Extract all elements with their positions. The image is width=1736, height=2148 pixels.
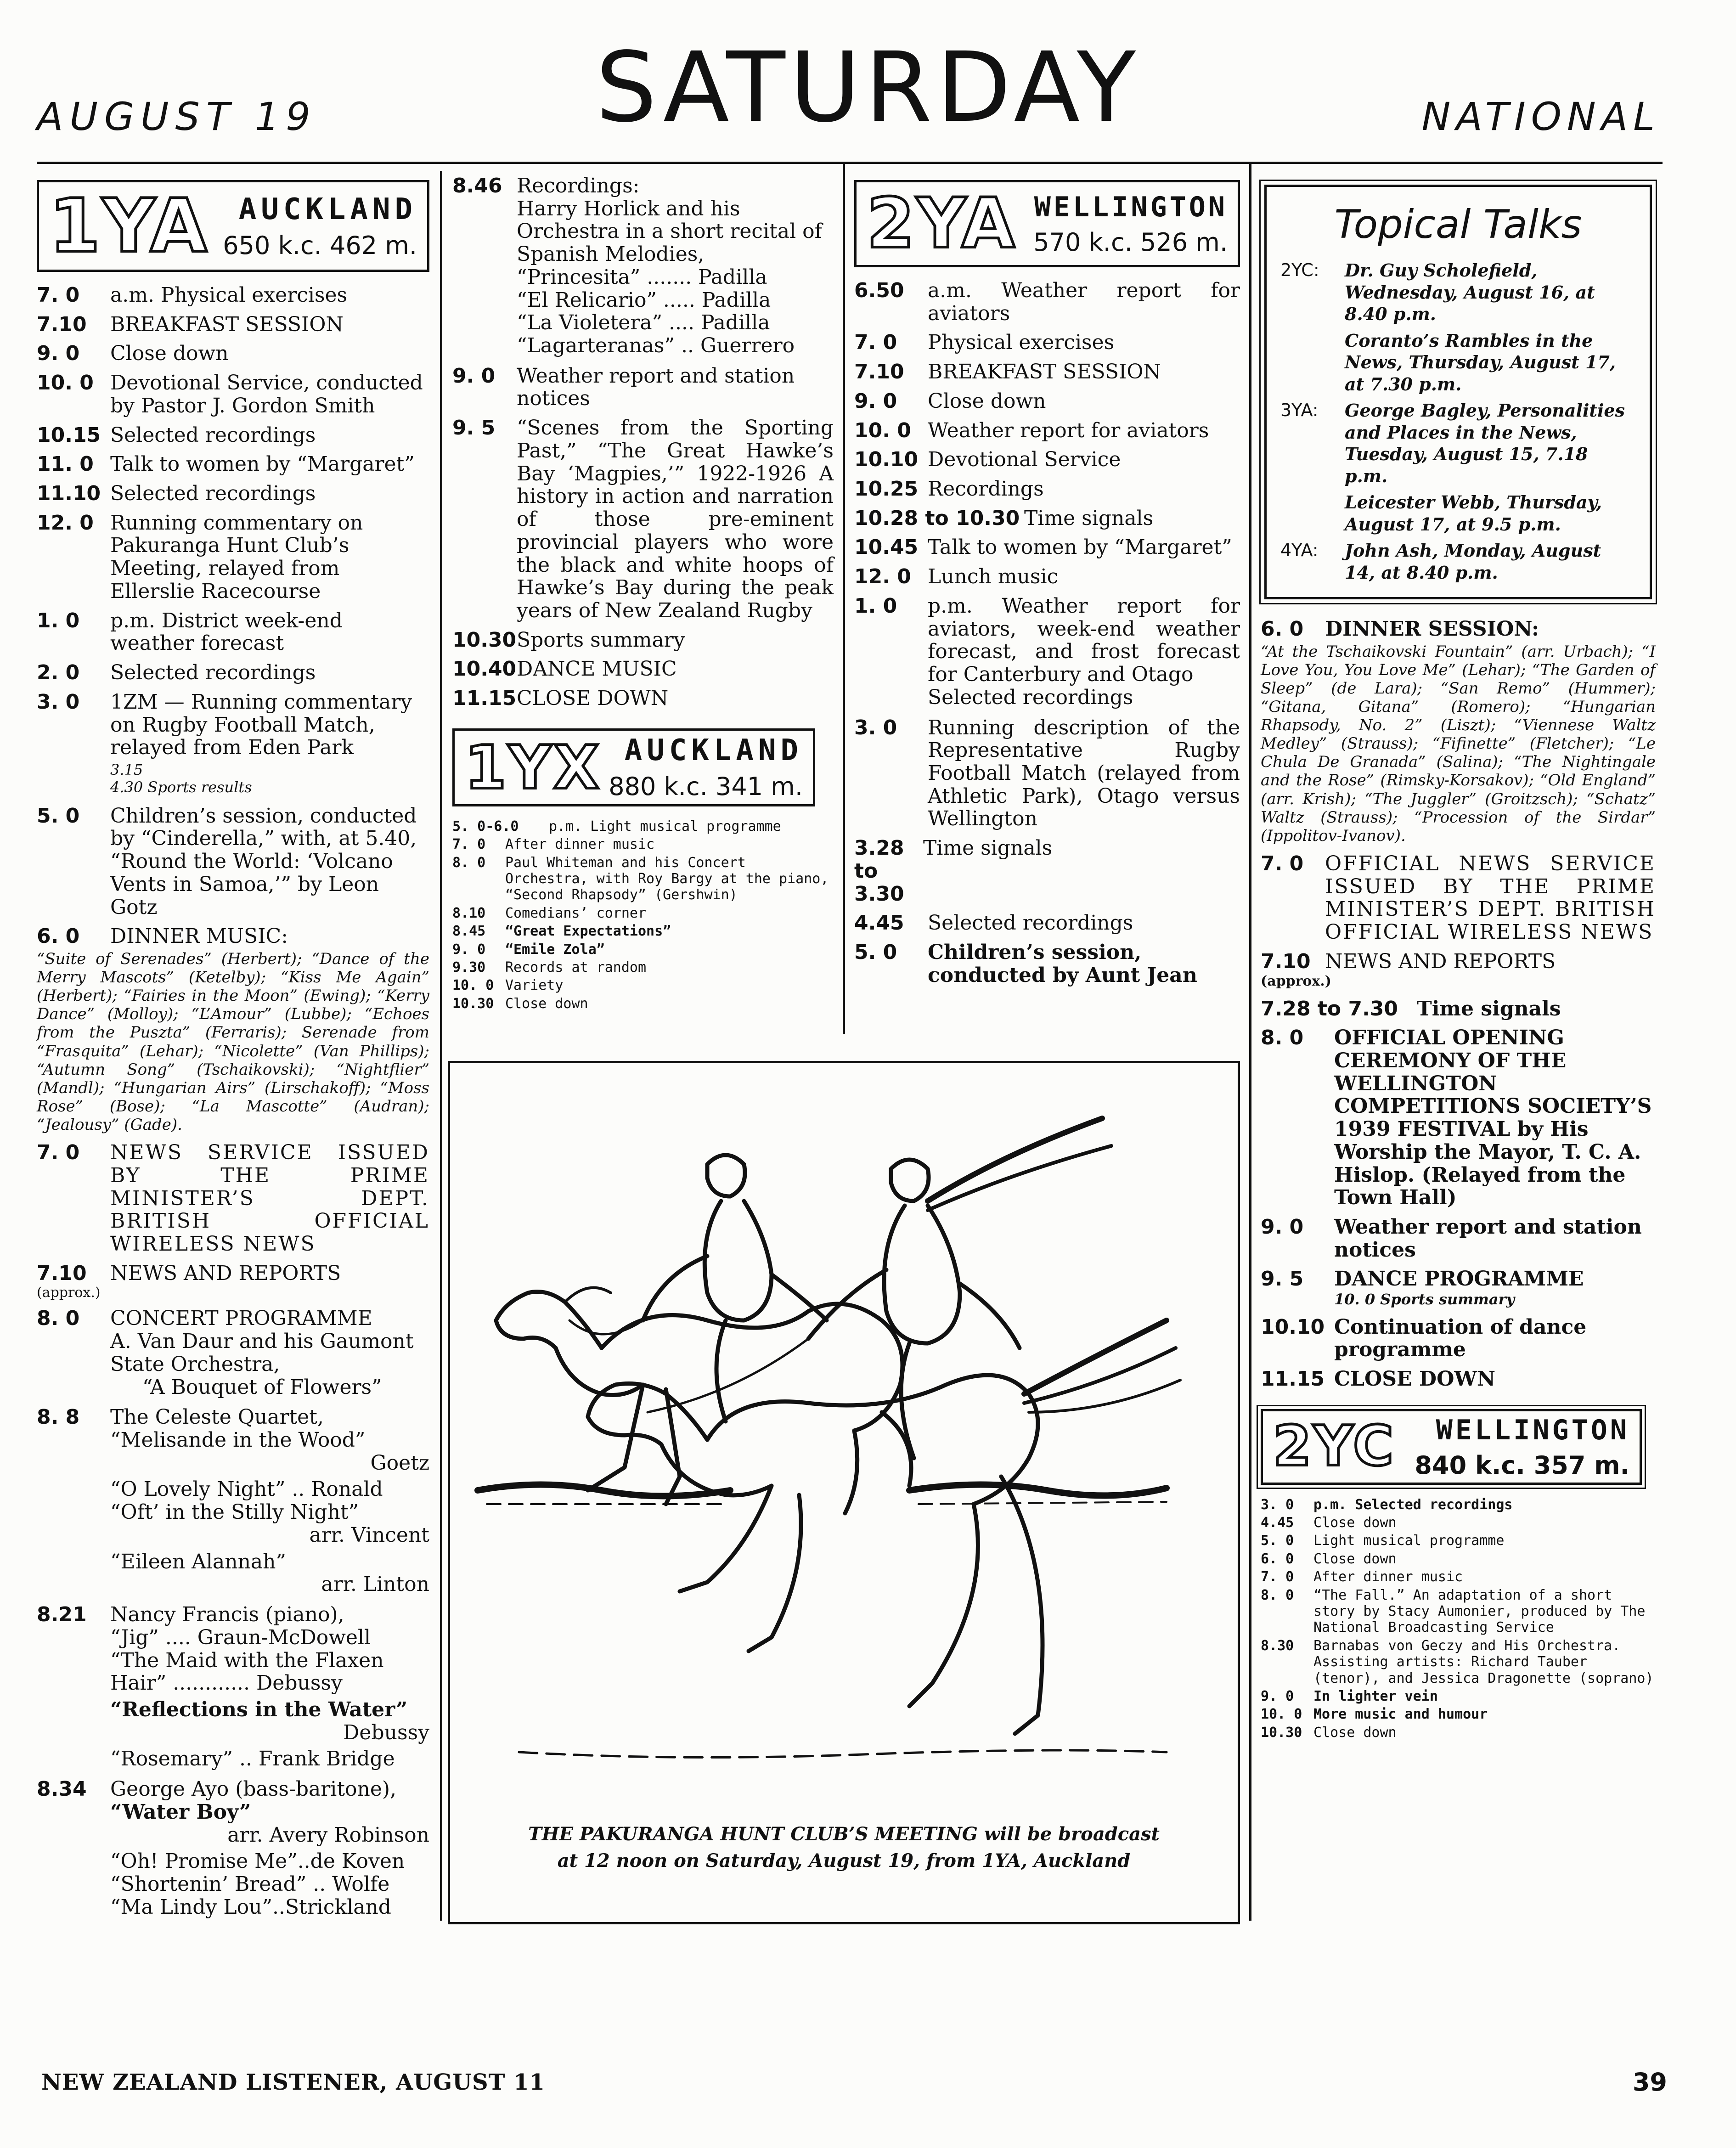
composer: Goetz — [370, 1451, 429, 1475]
schedule-item: 4.45 Close down — [1261, 1515, 1397, 1531]
programme-item: 7.10 BREAKFAST SESSION — [37, 312, 344, 336]
programme-item: 10.10 Continuation of dance programme — [1261, 1315, 1587, 1362]
column-2ya — [854, 180, 1240, 993]
song-title: “Water Boy” — [110, 1800, 251, 1824]
composer: arr. Linton — [321, 1573, 429, 1596]
programme-item: 9. 0 Close down — [854, 389, 1046, 413]
song-title: “La Violetera” .... Padilla — [517, 311, 770, 335]
programme-item: 8.46 Recordings: — [452, 174, 640, 197]
programme-item: 5. 0 Children’s session, conducted by Aunt Jean — [854, 940, 1197, 987]
programme-item: 7.10 NEWS AND REPORTS — [37, 1261, 341, 1285]
illustration-frame — [448, 1061, 1240, 1924]
programme-item: 10. 0 Devotional Service, conducted by Pastor J. Gordon Smith — [37, 371, 423, 417]
programme-item: 11.10 Selected recordings — [37, 482, 316, 506]
topical-talk: Coranto’s Rambles in the News, Thursday, August 17, at 7.30 p.m. — [1345, 330, 1616, 395]
programme-item: 8.34 George Ayo (bass-baritone), — [37, 1777, 397, 1801]
dinner-music-list: “Suite of Serenades” (Herbert); “Dance of the Merry Mascots” (Ketelby); “Kiss Me Again” (Herbert); “Fairies in the Moon” (Ewing); “Kerry Dance” (Molloy); “L’Amour” (Lubbe); “Echoes from the Puszta” (Ferraris); Serenade from “Frasquita” (Lehar); “Nicolette” (Van Phillips); “Autumn Song” (Tschaikovski); “Nightflier” (Mandl); “Hungarian Airs” (Lirschakoff); “Moss Rose” (Bose); “La Mascotte” (Audran); “Jealousy” (Gade). — [37, 950, 429, 1134]
schedule-item: 8.45 “Great Expectations” — [452, 923, 671, 940]
page-date: AUGUST 19 — [37, 94, 317, 139]
header-rule — [37, 162, 1663, 164]
station-call: 1YX — [465, 732, 601, 802]
schedule-item: 7. 0 After dinner music — [1261, 1569, 1463, 1585]
song-title: “Rosemary” .. Frank Bridge — [110, 1747, 395, 1771]
programme-item: 12. 0 Running commentary on Pakuranga Hunt Club’s Meeting, relayed from Ellerslie Racecourse — [37, 511, 363, 603]
illustration-caption — [450, 1821, 1238, 1874]
song-title: “Lagarteranas” .. Guerrero — [517, 334, 795, 358]
programme-item: 7.28 to 7.30 Time signals — [1261, 997, 1561, 1020]
schedule-item: 8. 0 Paul Whiteman and his Concert Orchestra, with Roy Bargy at the piano, “Second Rhapsody” (Gershwin) — [452, 854, 829, 903]
song-title: “Shortenin’ Bread” .. Wolfe — [110, 1872, 390, 1896]
schedule-item: 5. 0 Light musical programme — [1261, 1533, 1505, 1549]
programme-item: 9. 5 “Scenes from the Sporting Past,” “The Great Hawke’s Bay ‘Magpies,’” 1922-1926 A history in action and narration of those pre-eminent provincial players who wore the black and white hoops of Hawke’s Bay during the peak years of New Zealand Rugby — [452, 416, 834, 622]
song-title: “Reflections in the Water” — [110, 1697, 408, 1721]
topical-talks-title: Topical Talks — [1334, 202, 1582, 248]
caption-line: at 12 noon on Saturday, August 19, from 1YA, Auckland — [557, 1850, 1131, 1872]
programme-item: 3.28 to 3.30 Time signals — [854, 836, 1053, 906]
schedule-item: 8.30 Barnabas von Geczy and His Orchestra. Assisting artists: Richard Tauber (tenor), and Jessica Dragonette (soprano) — [1261, 1637, 1654, 1686]
approx-note: (approx.) — [1261, 973, 1331, 989]
programme-item: 9. 0 Weather report and station notices — [452, 364, 795, 411]
sports-summary: 10. 0 Sports summary — [1334, 1291, 1515, 1308]
column-divider — [843, 162, 845, 1034]
topical-talks-box — [1264, 185, 1652, 599]
schedule-item: 10. 0 More music and humour — [1261, 1706, 1488, 1723]
programme-item: 2. 0 Selected recordings — [37, 661, 316, 685]
programme-item: 1. 0 p.m. District week-end weather forecast — [37, 609, 343, 655]
sports-results: 4.30 Sports results — [110, 778, 252, 796]
programme-item: 6.50 a.m. Weather report for aviators — [854, 279, 1240, 325]
page-title: SATURDAY — [595, 31, 1141, 144]
programme-item: 11. 0 Talk to women by “Margaret” — [37, 452, 415, 476]
composer: arr. Avery Robinson — [227, 1823, 429, 1847]
caption-line: THE PAKURANGA HUNT CLUB’S MEETING will be broadcast — [528, 1823, 1160, 1845]
programme-item: 5. 0 Children’s session, conducted by “Cinderella,” with, at 5.40, “Round the World: ‘Volcano Vents in Samoa,’” by Leon Gotz — [37, 804, 417, 919]
programme-item: 7. 0 a.m. Physical exercises — [37, 283, 348, 307]
song-title: “Jig” .... Graun-McDowell — [110, 1625, 371, 1649]
song-title: “Oh! Promise Me”..de Koven — [110, 1849, 405, 1873]
station-logo-2yc — [1261, 1409, 1642, 1485]
station-city: WELLINGTON — [1436, 1414, 1629, 1446]
song-title: “Oft’ in the Stilly Night” — [110, 1500, 359, 1524]
song-title: “Eileen Alannah” — [110, 1550, 286, 1573]
topical-talk: 4YA: John Ash, Monday, August 14, at 8.40 p.m. — [1280, 540, 1601, 583]
programme-item: 3. 0 1ZM — Running commentary on Rugby Football Match, relayed from Eden Park — [37, 690, 412, 760]
song-title: “Ma Lindy Lou”..Strickland — [110, 1895, 391, 1919]
station-frequency: 570 k.c. 526 m. — [1033, 227, 1228, 257]
programme-item: 10.45 Talk to women by “Margaret” — [854, 536, 1232, 559]
schedule-item: 10.30 Close down — [452, 995, 588, 1012]
programme-item: 6. 0 DINNER SESSION: — [1261, 617, 1539, 641]
programme-item: 6. 0 DINNER MUSIC: — [37, 925, 288, 948]
song-title: “The Maid with the Flaxen Hair” ............ Debussy — [110, 1648, 384, 1695]
schedule-item: 8. 0 “The Fall.” An adaptation of a short story by Stacy Aumonier, produced by The National Broadcasting Service — [1261, 1587, 1646, 1636]
station-call: 2YC — [1273, 1415, 1396, 1479]
programme-item: 10.25 Recordings — [854, 477, 1044, 501]
programme-item: 7.10 NEWS AND REPORTS — [1261, 949, 1556, 973]
station-logo-1ya — [37, 180, 429, 272]
programme-item: 8. 0 CONCERT PROGRAMME — [37, 1307, 372, 1331]
programme-item: 8. 8 The Celeste Quartet, — [37, 1405, 324, 1429]
programme-item: 10. 0 Weather report for aviators — [854, 418, 1209, 442]
schedule-item: 7. 0 After dinner music — [452, 836, 655, 853]
programme-item: 11.15 CLOSE DOWN — [452, 687, 669, 710]
programme-item: 10.40 DANCE MUSIC — [452, 657, 677, 681]
programme-item: 7.10 BREAKFAST SESSION — [854, 360, 1161, 384]
song-title: “Melisande in the Wood” — [110, 1428, 366, 1452]
programme-item: 3. 0 Running description of the Representative Rugby Football Match (relayed from Athletic Park), Otago versus Wellington — [854, 716, 1240, 831]
station-city: AUCKLAND — [624, 733, 803, 768]
column-divider — [440, 171, 442, 1921]
station-call: 2YA — [867, 184, 1017, 264]
composer: Debussy — [343, 1720, 429, 1744]
schedule-item: 10. 0 Variety — [452, 977, 564, 994]
page-number: 39 — [1632, 2068, 1667, 2097]
schedule-item: 3. 0 p.m. Selected recordings — [1261, 1496, 1513, 1513]
schedule-item: 9. 0 In lighter vein — [1261, 1688, 1438, 1704]
song-title: “Princesita” ....... Padilla — [517, 265, 767, 289]
programme-item: 4.45 Selected recordings — [854, 911, 1133, 935]
programme-item: 7. 0 NEWS SERVICE ISSUED BY THE PRIME MINISTER’S DEPT. BRITISH OFFICIAL WIRELESS NEWS — [37, 1141, 429, 1256]
approx-note: (approx.) — [37, 1285, 101, 1301]
programme-item: 9. 0 Weather report and station notices — [1261, 1215, 1642, 1262]
programme-item: 1. 0 p.m. Weather report for aviators, week-end weather forecast, and frost forecast for Canterbury and Otago — [854, 594, 1240, 687]
schedule-item: 5. 0-6.0 p.m. Light musical programme — [452, 818, 781, 834]
station-logo-2ya — [854, 180, 1240, 267]
programme-item: 8. 0 OFFICIAL OPENING CEREMONY OF THE WELLINGTON COMPETITIONS SOCIETY’S 1939 FESTIVAL by His Worship the Mayor, T. C. A. Hislop. (Relayed from the Town Hall) — [1261, 1026, 1652, 1210]
station-type: NATIONAL — [1421, 94, 1660, 139]
dinner-session-list: “At the Tschaikovski Fountain” (arr. Urbach); “I Love You, You Love Me” (Lehar); “The Garden of Sleep” (de Lara); “San Remo” (Hummer); “Gitana, Gitana” (Romero); “Hungarian Rhapsody, No. 2” (Liszt); “Viennese Waltz Medley” (Strauss); “Fifinette” (Fletcher); “Le Chula De Granada” (Salina); “The Nightingale and the Rose” (Rimsky-Korsakov); “Old England” (arr. Krish); “The Juggler” (Groitzsch); “Schatz” Waltz (Strauss); “Procession of the Sirdar” (Ippolitov-Ivanov). — [1261, 642, 1656, 845]
song-title: “El Relicario” ..... Padilla — [517, 288, 771, 312]
schedule-item: 6. 0 Close down — [1261, 1550, 1397, 1567]
station-city: WELLINGTON — [1034, 191, 1228, 223]
station-frequency: 880 k.c. 341 m. — [609, 772, 803, 801]
column-1yа — [37, 180, 429, 1918]
station-logo-1yx — [452, 728, 815, 806]
programme-item: 10.28 to 10.30 Time signals — [854, 506, 1154, 530]
concert-line: A. Van Daur and his Gaumont State Orchestra, — [110, 1330, 414, 1376]
topical-talk: Leicester Webb, Thursday, August 17, at 9.5 p.m. — [1345, 492, 1602, 535]
programme-item: 7. 0 OFFICIAL NEWS SERVICE ISSUED BY THE PRIME MINISTER’S DEPT. BRITISH OFFICIAL WIRELESS NEWS — [1261, 851, 1656, 944]
station-city: AUCKLAND — [238, 192, 417, 226]
column-4 — [1261, 180, 1656, 1742]
selected-recordings: Selected recordings — [928, 685, 1133, 709]
column-divider — [1249, 162, 1251, 1921]
song-title: “O Lovely Night” .. Ronald — [110, 1477, 383, 1501]
topical-talk: 2YC: Dr. Guy Scholefield, Wednesday, August 16, at 8.40 p.m. — [1280, 260, 1595, 324]
schedule-item: 10.30 Close down — [1261, 1724, 1397, 1741]
programme-item: 9. 5 DANCE PROGRAMME — [1261, 1267, 1584, 1291]
small-time: 3.15 — [110, 761, 143, 778]
station-frequency: 650 k.c. 462 m. — [223, 231, 417, 260]
programme-item: 10.15 Selected recordings — [37, 423, 316, 447]
schedule-item: 8.10 Comedians’ corner — [452, 905, 647, 921]
programme-item: 10.10 Devotional Service — [854, 448, 1121, 472]
programme-item: 12. 0 Lunch music — [854, 565, 1059, 589]
programme-item: 10.30 Sports summary — [452, 628, 685, 652]
horse-riders-illustration — [450, 1063, 1238, 1821]
station-frequency: 840 k.c. 357 m. — [1415, 1450, 1629, 1480]
schedule-item: 9.30 Records at random — [452, 959, 647, 975]
schedule-item: 9. 0 “Emile Zola” — [452, 941, 605, 958]
concert-line: “A Bouquet of Flowers” — [142, 1375, 382, 1399]
column-2 — [452, 175, 834, 1014]
programme-item: 7. 0 Physical exercises — [854, 331, 1115, 355]
footer-publication: NEW ZEALAND LISTENER, AUGUST 11 — [41, 2069, 545, 2095]
programme-item: 11.15 CLOSE DOWN — [1261, 1367, 1496, 1391]
topical-talk: 3YA: George Bagley, Personalities and Places in the News, Tuesday, August 15, 7.18 p.m. — [1280, 400, 1625, 486]
programme-item: 8.21 Nancy Francis (piano), — [37, 1603, 344, 1627]
recording-desc: Harry Horlick and his Orchestra in a short recital of Spanish Melodies, — [517, 197, 822, 266]
composer: arr. Vincent — [309, 1523, 429, 1547]
programme-item: 9. 0 Close down — [37, 342, 229, 366]
station-call: 1YA — [49, 183, 209, 269]
